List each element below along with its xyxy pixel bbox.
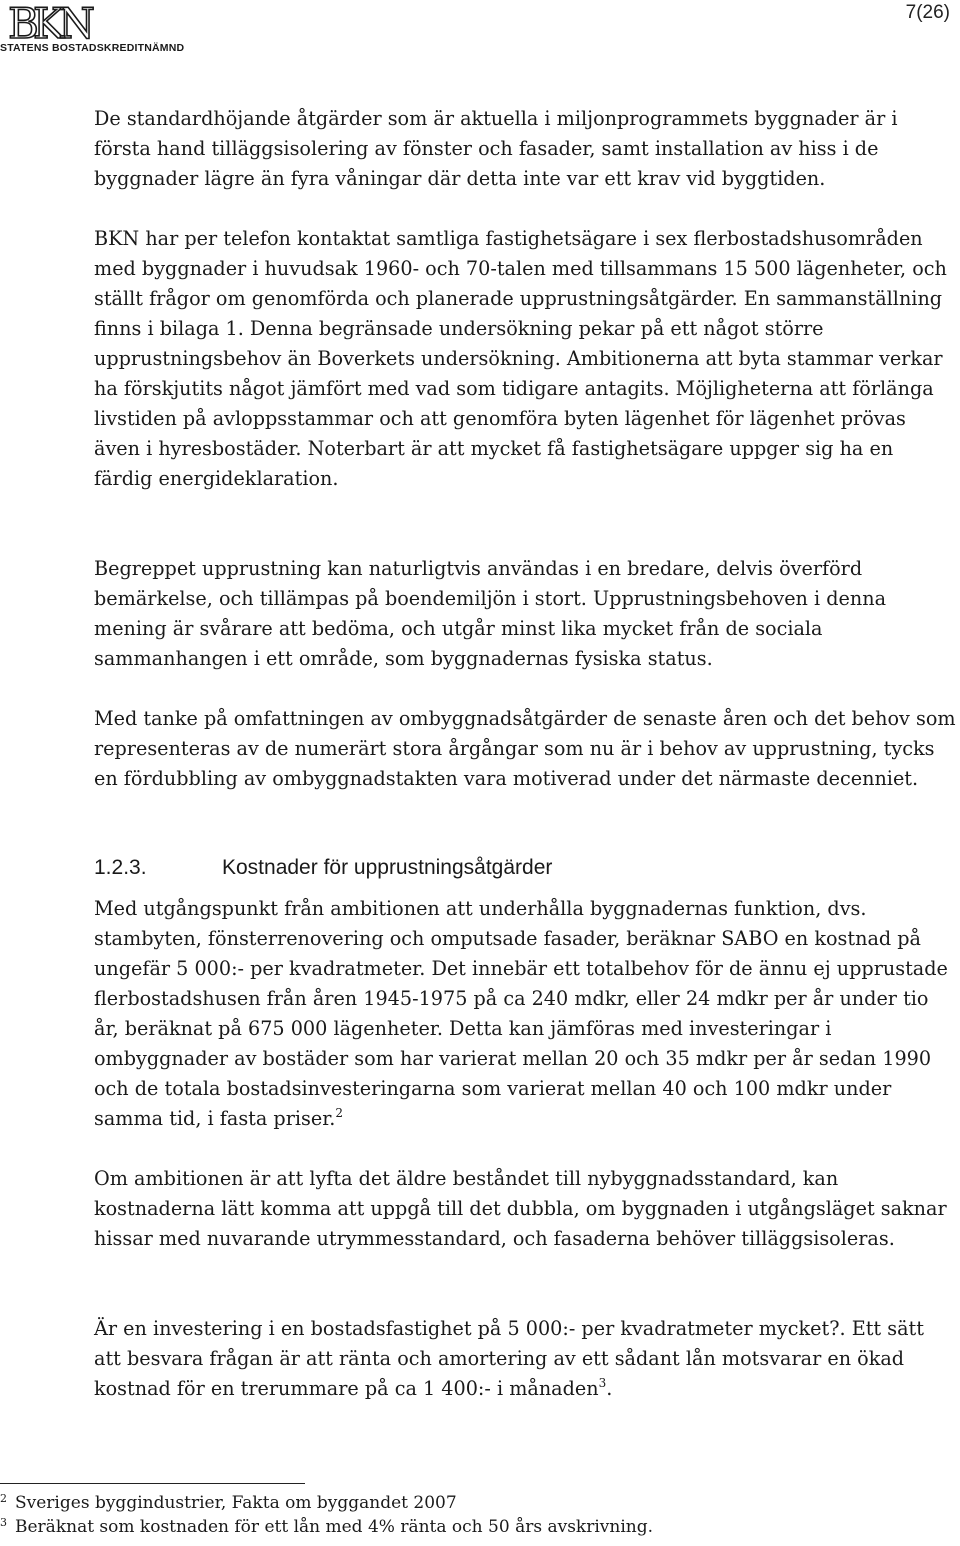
footnote-mark: 2	[0, 1492, 7, 1505]
section-heading	[94, 853, 794, 883]
page-number: 7(26)	[905, 2, 950, 23]
footnote	[0, 1491, 900, 1515]
footnote-divider	[0, 1483, 305, 1484]
paragraph-4: Med tanke på omfattningen av ombyggnadsåtgärder de senaste åren och det behov som representeras av de numerärt stora årgångar som nu är i behov av upprustning, tycks en fördubbling av ombyggnadstakten vara motiverad under det närmaste decenniet.	[94, 707, 956, 790]
footnote-text: Beräknat som kostnaden för ett lån med 4% ränta och 50 års avskrivning.	[15, 1517, 654, 1537]
footnote	[0, 1515, 900, 1539]
paragraph-6: Om ambitionen är att lyfta det äldre beståndet till nybyggnadsstandard, kan kostnaderna lätt komma att uppgå till det dubbla, om byggnaden i utgångsläget saknar hissar med nuvarande utrymmesstandard, och fasaderna behöver tilläggsisoleras.	[94, 1167, 947, 1250]
section-number: 1.2.3.	[94, 856, 147, 879]
footnotes	[0, 1491, 900, 1539]
section-title: Kostnader för upprustningsåtgärder	[222, 856, 553, 879]
paragraph-7-text: Är en investering i en bostadsfastighet på 5 000:- per kvadratmeter mycket?. Ett sätt att besvara frågan är att ränta och amortering av ett sådant lån motsvarar en ökad kostnad för en trerummare på ca 1 400:- i månaden	[94, 1317, 924, 1400]
paragraph-7	[94, 1314, 956, 1404]
bkn-logo-mark	[6, 0, 136, 44]
paragraph-3: Begreppet upprustning kan naturligtvis användas i en bredare, delvis överförd bemärkelse, och tillämpas på boendemiljön i stort. Upprustningsbehoven i denna mening är svårare att bedöma, och utgår minst lika mycket från de sociala sammanhangen i ett område, som byggnadernas fysiska status.	[94, 557, 887, 670]
paragraph-1: De standardhöjande åtgärder som är aktuella i miljonprogrammets byggnader är i första hand tilläggsisolering av fönster och fasader, samt installation av hiss i de byggnader lägre än fyra våningar där detta inte var ett krav vid byggtiden.	[94, 107, 898, 190]
svg-text:BKN: BKN	[8, 0, 89, 44]
footnote-text: Sveriges byggindustrier, Fakta om byggandet 2007	[15, 1493, 457, 1513]
paragraph-5	[94, 894, 956, 1134]
paragraph-5-text: Med utgångspunkt från ambitionen att underhålla byggnadernas funktion, dvs. stambyten, fönsterrenovering och omputsade fasader, beräknar SABO en kostnad på ungefär 5 000:- per kvadratmeter. Det innebär ett totalbehov för de ännu ej upprustade flerbostadshusen från åren 1945-1975 på ca 240 mdkr, eller 24 mdkr per år under tio år, beräknat på 675 000 lägenheter. Detta kan jämföras med investeringar i ombyggnader av bostäder som har varierat mellan 20 och 35 mdkr per år sedan 1990 och de totala bostadsinvesteringarna som varierat mellan 40 och 100 mdkr under samma tid, i fasta priser.	[94, 897, 948, 1130]
footnote-ref-3[interactable]: 3	[598, 1376, 607, 1390]
paragraph-2: BKN har per telefon kontaktat samtliga fastighetsägare i sex flerbostadshusområden med byggnader i huvudsak 1960- och 70-talen med tillsammans 15 500 lägenheter, och ställt frågor om genomförda och planerade upprustningsåtgärder. En sammanställning finns i bilaga 1. Denna begränsade undersökning pekar på ett något större upprustningsbehov än Boverkets undersökning. Ambitionerna att byta stammar verkar ha förskjutits något jämfört med vad som tidigare antagits. Möjligheterna att förlänga livstiden på avloppsstammar och att genomföra byten lägenhet för lägenhet prövas även i hyresbostäder. Noterbart är att mycket få fastighetsägare uppger sig ha en färdig energideklaration.	[94, 227, 947, 490]
paragraph-7-end: .	[606, 1377, 613, 1400]
org-name: STATENS BOSTADSKREDITNÄMND	[0, 42, 185, 54]
footnote-ref-2[interactable]: 2	[335, 1106, 344, 1120]
footnote-mark: 3	[0, 1516, 7, 1529]
